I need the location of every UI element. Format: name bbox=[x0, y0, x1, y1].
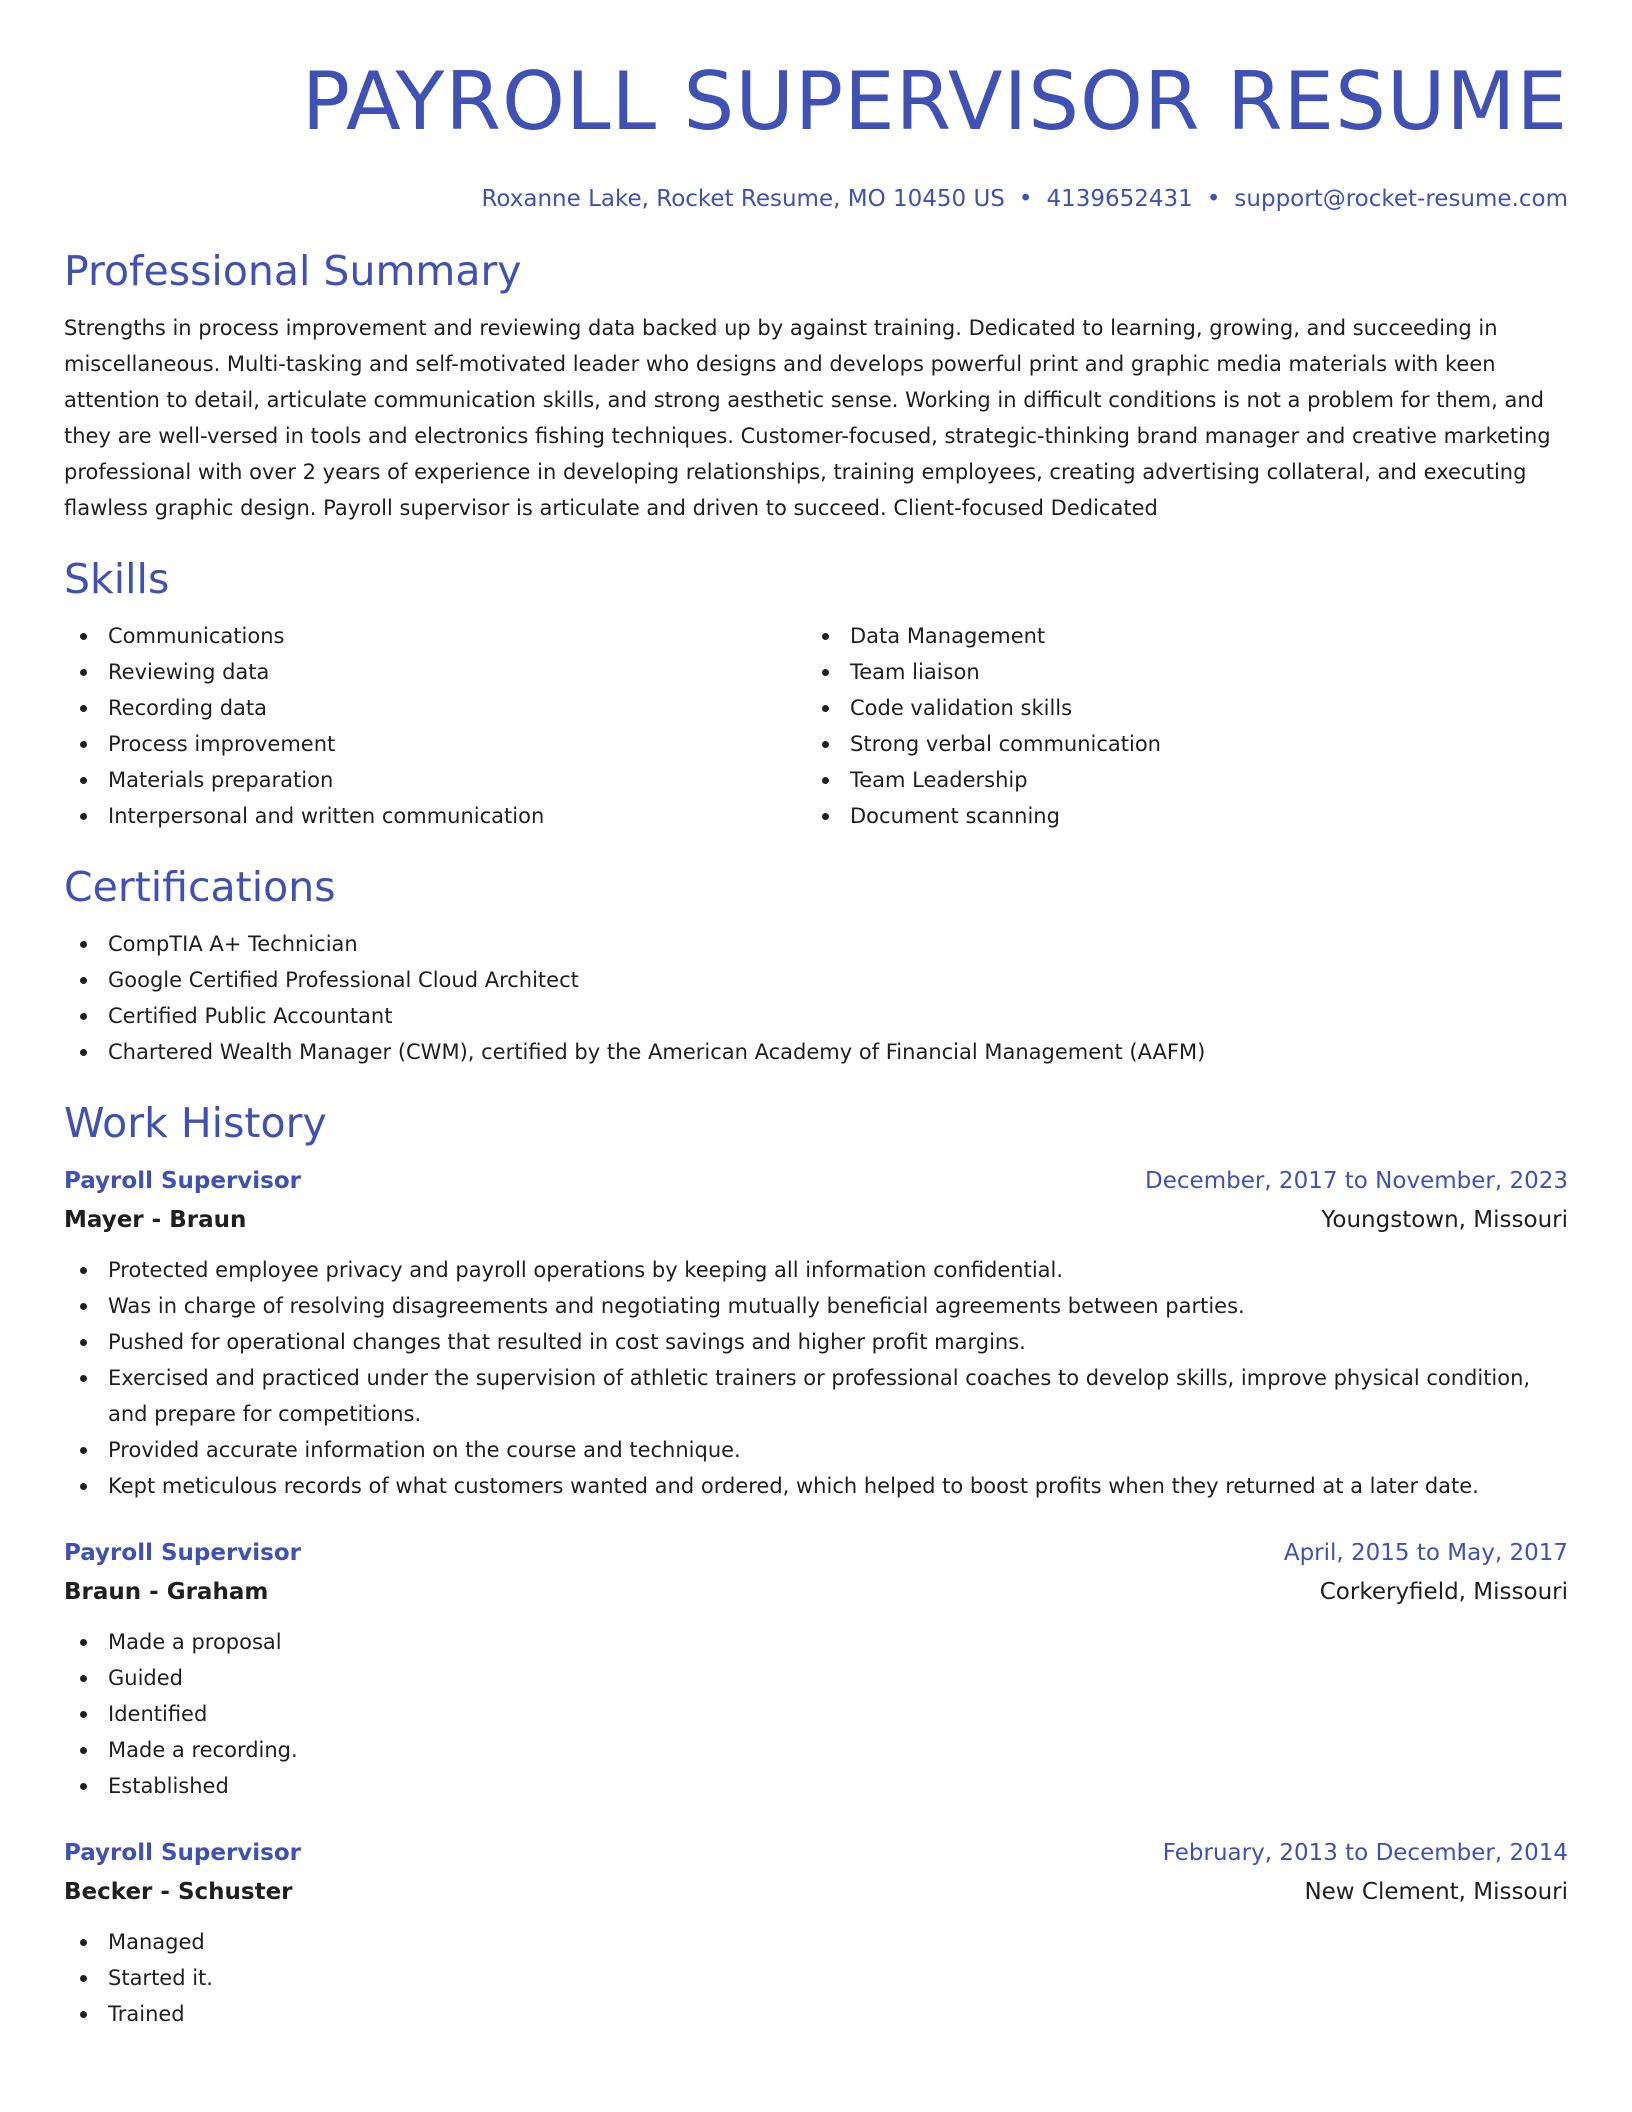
job-company-row bbox=[64, 1872, 1568, 1912]
job-bullets bbox=[64, 1252, 1568, 1504]
skills-list-left bbox=[64, 618, 806, 834]
job-entry bbox=[64, 1834, 1568, 2032]
contact-address: Roxanne Lake, Rocket Resume, MO 10450 US bbox=[481, 186, 1005, 212]
job-company: Becker - Schuster bbox=[64, 1879, 293, 1905]
job-bullets bbox=[64, 1624, 1568, 1804]
skill-item: Process improvement bbox=[64, 726, 806, 762]
job-header-row bbox=[64, 1162, 1568, 1200]
section-heading-summary: Professional Summary bbox=[64, 247, 522, 295]
job-dates: December, 2017 to November, 2023 bbox=[1145, 1168, 1568, 1194]
section-heading-work-history: Work History bbox=[64, 1099, 327, 1147]
job-bullet: Started it. bbox=[64, 1960, 1568, 1996]
contact-line bbox=[64, 182, 1568, 216]
section-heading-certifications: Certifications bbox=[64, 863, 336, 911]
skill-item: Recording data bbox=[64, 690, 806, 726]
skill-item: Team Leadership bbox=[806, 762, 1548, 798]
professional-summary-section bbox=[64, 244, 1568, 526]
skill-item: Strong verbal communication bbox=[806, 726, 1548, 762]
job-company-row bbox=[64, 1572, 1568, 1612]
certifications-section bbox=[64, 860, 1568, 1070]
skill-item: Team liaison bbox=[806, 654, 1548, 690]
job-location: Youngstown, Missouri bbox=[1321, 1207, 1568, 1233]
skill-item: Document scanning bbox=[806, 798, 1548, 834]
job-bullet: Was in charge of resolving disagreements and negotiating mutually beneficial agreements between parties. bbox=[64, 1288, 1568, 1324]
certification-item: Google Certified Professional Cloud Architect bbox=[64, 962, 1568, 998]
skill-item: Code validation skills bbox=[806, 690, 1548, 726]
contact-phone: 4139652431 bbox=[1046, 186, 1193, 212]
job-location: Corkeryfield, Missouri bbox=[1319, 1579, 1568, 1605]
resume-header bbox=[64, 0, 1568, 216]
skills-list-right bbox=[806, 618, 1548, 834]
job-bullet: Pushed for operational changes that resulted in cost savings and higher profit margins. bbox=[64, 1324, 1568, 1360]
contact-separator: • bbox=[1206, 186, 1221, 212]
certification-item: Chartered Wealth Manager (CWM), certified by the American Academy of Financial Management (AAFM) bbox=[64, 1034, 1568, 1070]
job-bullet: Identified bbox=[64, 1696, 1568, 1732]
skill-item: Interpersonal and written communication bbox=[64, 798, 806, 834]
job-dates: February, 2013 to December, 2014 bbox=[1162, 1840, 1568, 1866]
contact-email: support@rocket-resume.com bbox=[1234, 186, 1568, 212]
job-entry bbox=[64, 1162, 1568, 1504]
skill-item: Materials preparation bbox=[64, 762, 806, 798]
job-bullet: Established bbox=[64, 1768, 1568, 1804]
skill-item: Reviewing data bbox=[64, 654, 806, 690]
job-bullet: Made a proposal bbox=[64, 1624, 1568, 1660]
job-bullet: Exercised and practiced under the supervision of athletic trainers or professional coaches to develop skills, improve physical condition, and prepare for competitions. bbox=[64, 1360, 1568, 1432]
job-entry bbox=[64, 1534, 1568, 1804]
job-bullet: Trained bbox=[64, 1996, 1568, 2032]
job-title: Payroll Supervisor bbox=[64, 1540, 302, 1566]
job-header-row bbox=[64, 1534, 1568, 1572]
section-heading-skills: Skills bbox=[64, 555, 170, 603]
certification-item: CompTIA A+ Technician bbox=[64, 926, 1568, 962]
job-company-row bbox=[64, 1200, 1568, 1240]
job-dates: April, 2015 to May, 2017 bbox=[1283, 1540, 1568, 1566]
job-bullets bbox=[64, 1924, 1568, 2032]
job-company: Mayer - Braun bbox=[64, 1207, 247, 1233]
certification-item: Certified Public Accountant bbox=[64, 998, 1568, 1034]
job-bullet: Provided accurate information on the course and technique. bbox=[64, 1432, 1568, 1468]
job-bullet: Managed bbox=[64, 1924, 1568, 1960]
resume-page bbox=[64, 0, 1568, 2032]
job-bullet: Made a recording. bbox=[64, 1732, 1568, 1768]
work-history-section bbox=[64, 1096, 1568, 2032]
skill-item: Communications bbox=[64, 618, 806, 654]
skill-item: Data Management bbox=[806, 618, 1548, 654]
job-bullet: Guided bbox=[64, 1660, 1568, 1696]
job-bullet: Kept meticulous records of what customers wanted and ordered, which helped to boost profits when they returned at a later date. bbox=[64, 1468, 1568, 1504]
job-header-row bbox=[64, 1834, 1568, 1872]
resume-title: PAYROLL SUPERVISOR RESUME bbox=[301, 55, 1568, 148]
contact-separator: • bbox=[1018, 186, 1033, 212]
summary-text: Strengths in process improvement and reviewing data backed up by against training. Dedicated to learning, growing, and succeeding in miscellaneous. Multi-tasking and self-motivated leader who designs and develops powerful print and graphic media materials with keen attention to detail, articulate communication skills, and strong aesthetic sense. Working in difficult conditions is not a problem for them, and they are well-versed in tools and electronics fishing techniques. Customer-focused, strategic-thinking brand manager and creative marketing professional with over 2 years of experience in developing relationships, training employees, creating advertising collateral, and executing flawless graphic design. Payroll supervisor is articulate and driven to succeed. Client-focused Dedicated bbox=[64, 316, 1551, 520]
skills-columns bbox=[64, 618, 1568, 834]
job-bullet: Protected employee privacy and payroll operations by keeping all information confidential. bbox=[64, 1252, 1568, 1288]
skills-section bbox=[64, 552, 1568, 834]
job-title: Payroll Supervisor bbox=[64, 1840, 302, 1866]
certifications-list bbox=[64, 926, 1568, 1070]
job-company: Braun - Graham bbox=[64, 1579, 269, 1605]
job-title: Payroll Supervisor bbox=[64, 1168, 302, 1194]
job-location: New Clement, Missouri bbox=[1304, 1879, 1568, 1905]
